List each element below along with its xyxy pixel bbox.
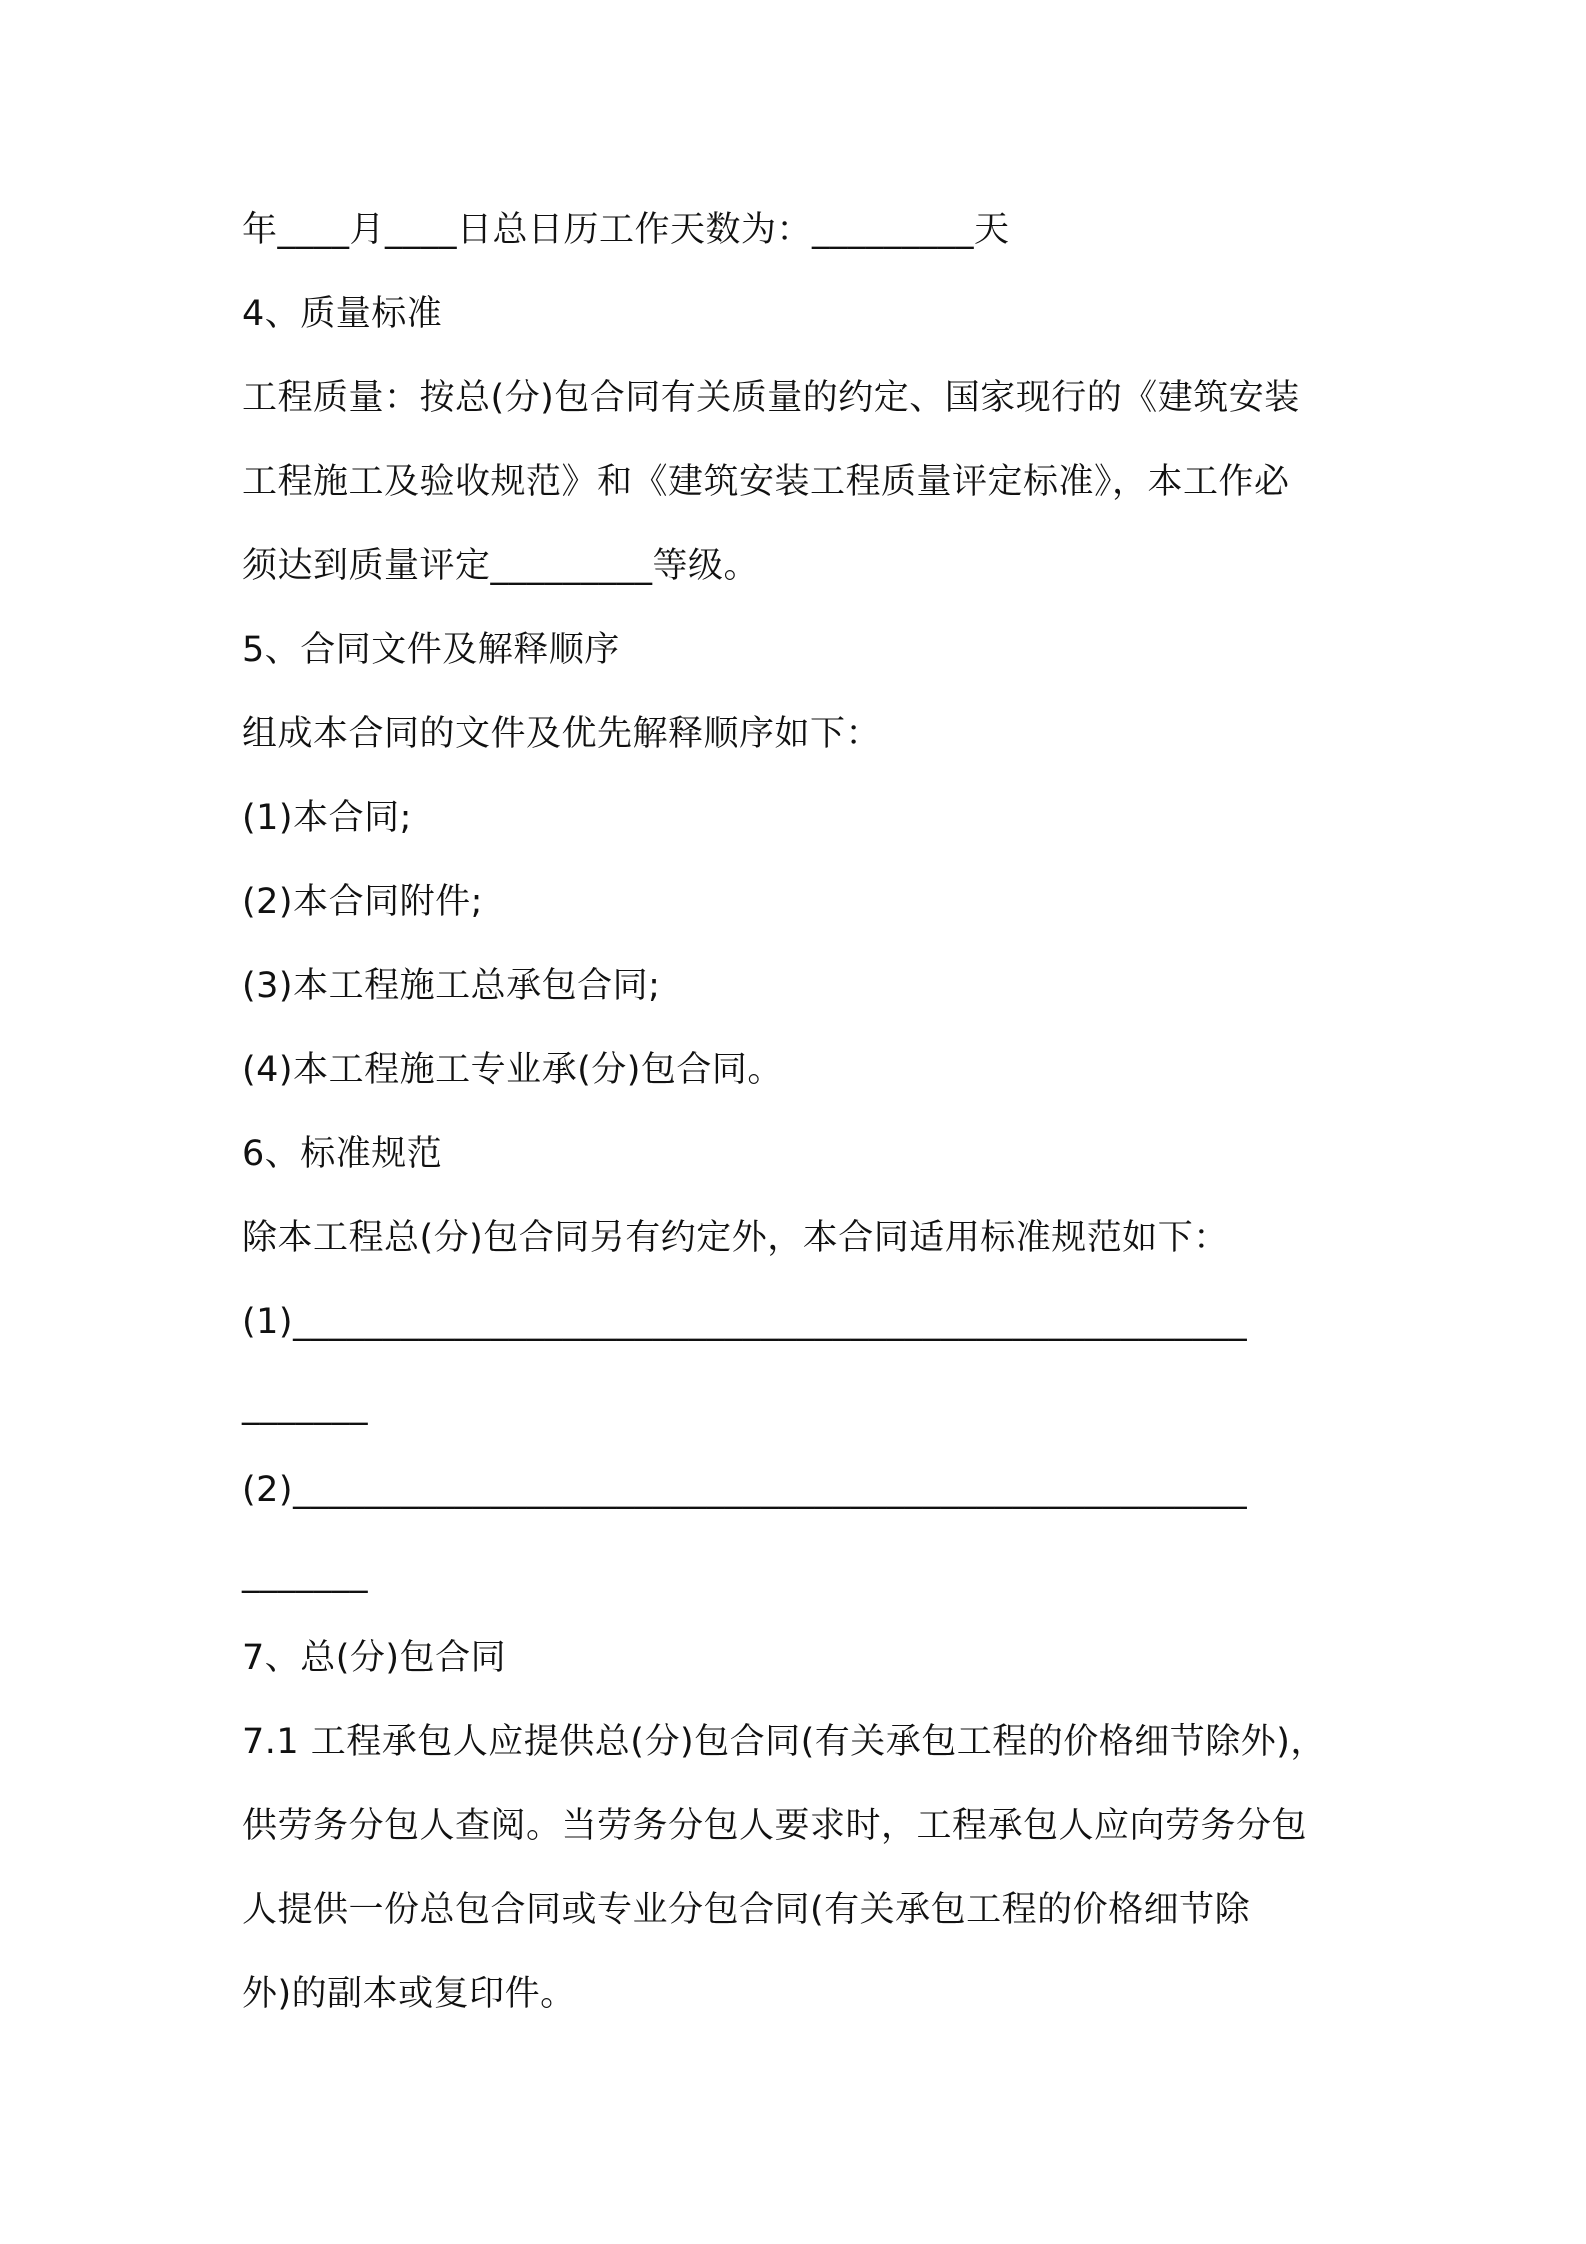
text-line-4: 工程施工及验收规范》和《建筑安装工程质量评定标准》，本工作必	[242, 462, 1290, 502]
text-line-5: 须达到质量评定_________等级。	[242, 546, 760, 586]
blank-line-1: (1)_____________________________________________________	[242, 1302, 1248, 1342]
text-line-1: 年____月____日总日历工作天数为：_________天	[242, 210, 1010, 250]
list-item-4: (4)本工程施工专业承(分)包合同。	[242, 1050, 783, 1090]
text-line-7: 组成本合同的文件及优先解释顺序如下：	[242, 714, 882, 754]
section-heading-5: 5、合同文件及解释顺序	[242, 630, 620, 670]
text-line-21: 人提供一份总包合同或专业分包合同(有关承包工程的价格细节除	[242, 1890, 1251, 1930]
blank-line-2-cont: _______	[242, 1554, 368, 1594]
text-line-3: 工程质量：按总(分)包合同有关质量的约定、国家现行的《建筑安装	[242, 378, 1300, 418]
text-line-19: 7.1 工程承包人应提供总(分)包合同(有关承包工程的价格细节除外)，	[242, 1722, 1326, 1762]
list-item-2: (2)本合同附件;	[242, 882, 483, 922]
text-line-22: 外)的副本或复印件。	[242, 1974, 576, 2014]
section-heading-7: 7、总(分)包合同	[242, 1638, 507, 1678]
section-heading-4: 4、质量标准	[242, 294, 443, 334]
text-line-20: 供劳务分包人查阅。当劳务分包人要求时，工程承包人应向劳务分包	[242, 1806, 1308, 1846]
blank-line-2: (2)_____________________________________________________	[242, 1470, 1248, 1510]
text-line-13: 除本工程总(分)包合同另有约定外，本合同适用标准规范如下：	[242, 1218, 1229, 1258]
section-heading-6: 6、标准规范	[242, 1134, 443, 1174]
list-item-3: (3)本工程施工总承包合同;	[242, 966, 661, 1006]
blank-line-1-cont: _______	[242, 1386, 368, 1426]
list-item-1: (1)本合同;	[242, 798, 412, 838]
